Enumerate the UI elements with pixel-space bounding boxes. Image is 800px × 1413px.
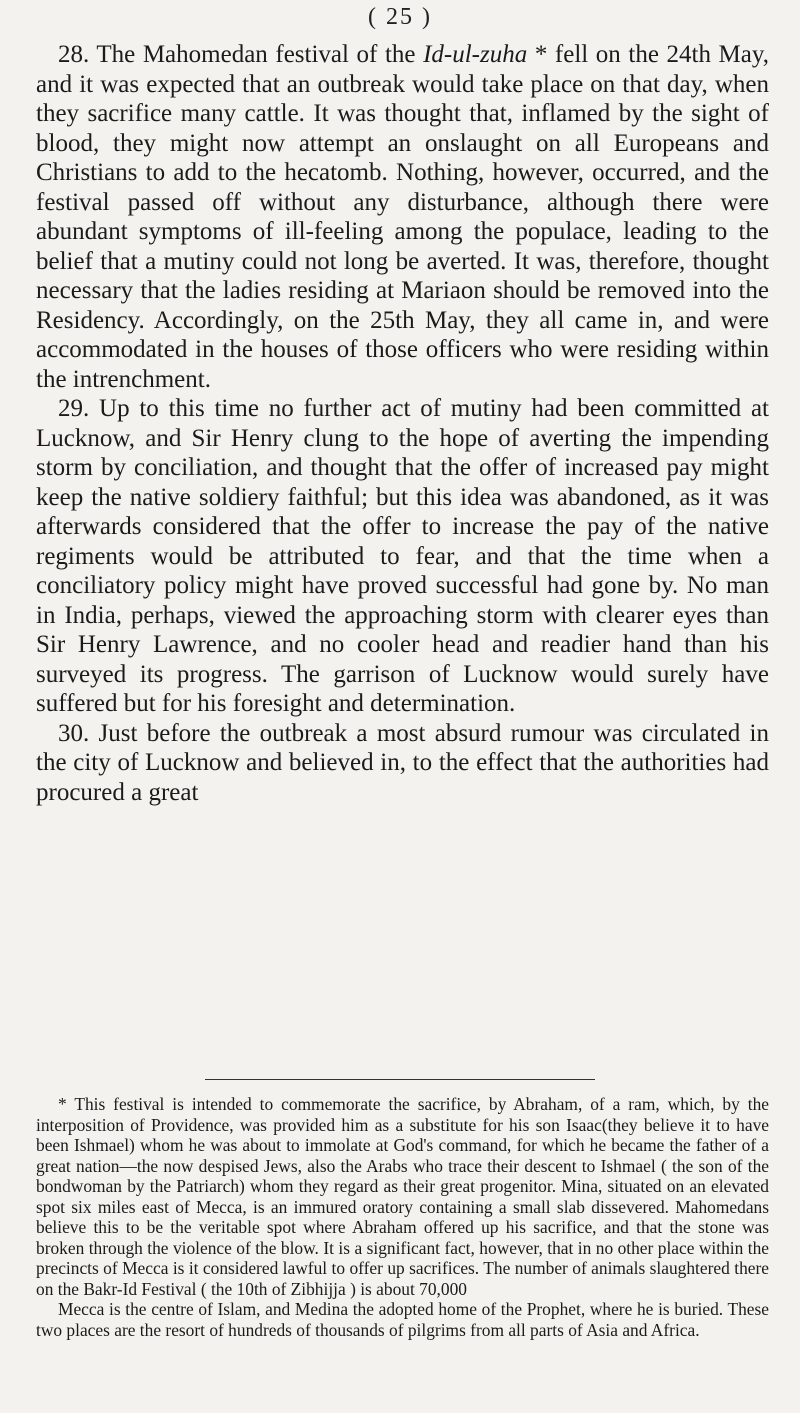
page-number: ( 25 )	[368, 4, 432, 30]
paragraph-28-tail: * fell on the 24th May, and it was expected that an outbreak would take place on that day, when they sacrifice many cattle. It was thought that, inflamed by the sight of blood, they might now attempt an onslaught on all Europeans and Christians to add to the hecatomb. Nothing, however, occurred, and the festival passed off without any disturbance, although there were abundant symptoms of ill-feeling among the populace, leading to the belief that a mutiny could not long be averted. It was, therefore, thought necessary that the ladies residing at Mariaon should be removed into the Residency. Accordingly, on the 25th May, they all came in, and were accommodated in the houses of those officers who were residing within the intrenchment.	[36, 41, 769, 393]
footnote	[36, 1094, 769, 1340]
paragraph-30: 30. Just before the outbreak a most absurd rumour was circulated in the city of Lucknow and believed in, to the effect that the authorities had procured a great	[36, 719, 769, 806]
paragraph-28-lead: 28. The Mahomedan festival of the	[58, 41, 424, 68]
footnote-divider	[205, 1079, 595, 1080]
footnote-paragraph-1: * This festival is intended to commemorate the sacrifice, by Abraham, of a ram, which, by the interposition of Providence, was provided him as a substitute for his son Isaac(they believe it to have been Ishmael) whom he was about to immolate at God's command, for which he became the father of a great nation—the now despised Jews, also the Arabs who trace their descent to Ishmael ( the son of the bondwoman by the Patriarch) whom they regard as their great progenitor. Mina, situated on an elevated spot six miles east of Mecca, is an immured oratory containing a small slab dissevered. Mahomedans believe this to be the veritable spot where Abraham offered up his sacrifice, and that the stone was broken through the violence of the blow. It is a significant fact, however, that in no other place within the precincts of Mecca is it considered lawful to offer up sacrifices. The number of animals slaughtered there on the Bakr-Id Festival ( the 10th of Zibhijja ) is about 70,000	[36, 1094, 769, 1299]
main-text	[36, 40, 769, 807]
paragraph-28	[36, 40, 769, 394]
festival-name: Id-ul-zuha	[423, 41, 528, 68]
paragraph-29: 29. Up to this time no further act of mutiny had been committed at Lucknow, and Sir Henry clung to the hope of averting the impending storm by conciliation, and thought that the offer of increased pay might keep the native soldiery faithful; but this idea was abandoned, as it was afterwards considered that the offer to increase the pay of the native regiments would be attributed to fear, and that the time when a conciliatory policy might have proved successful had gone by. No man in India, perhaps, viewed the approaching storm with clearer eyes than Sir Henry Lawrence, and no cooler head and readier hand than his surveyed its progress. The garrison of Lucknow would surely have suffered but for his foresight and determination.	[36, 395, 769, 717]
footnote-paragraph-2: Mecca is the centre of Islam, and Medina the adopted home of the Prophet, where he is buried. These two places are the resort of hundreds of thousands of pilgrims from all parts of Asia and Africa.	[36, 1299, 769, 1340]
